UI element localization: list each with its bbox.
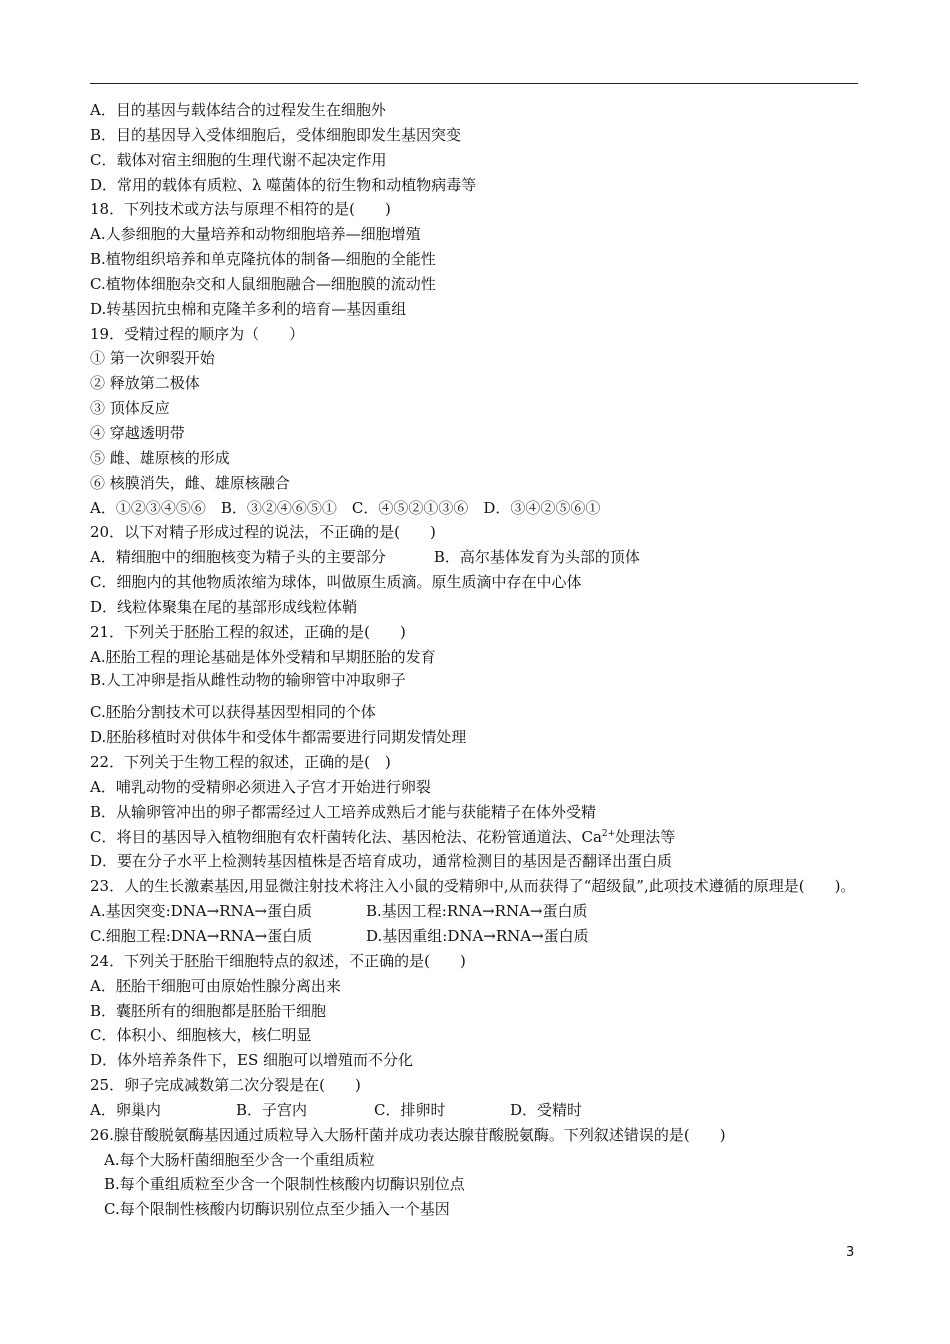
text-line: D．常用的载体有质粒、λ 噬菌体的衍生物和动植物病毒等 — [90, 175, 477, 194]
option-a: A．精细胞中的细胞核变为精子头的主要部分 — [90, 548, 386, 567]
option-b: B．子宫内 — [236, 1100, 308, 1119]
question-20: 20．以下对精子形成过程的说法，不正确的是( ) — [90, 523, 436, 542]
text-line: A.人参细胞的大量培养和动物细胞培养—细胞增殖 — [90, 225, 421, 244]
text-line: A．胚胎干细胞可由原始性腺分离出来 — [90, 976, 341, 995]
document-body — [90, 98, 862, 1222]
text-line: B.植物组织培养和单克隆抗体的制备—细胞的全能性 — [90, 250, 436, 269]
text-line — [90, 825, 862, 850]
text-line: A．①②③④⑤⑥ B．③②④⑥⑤① C．④⑤②①③⑥ D．③④②⑤⑥① — [90, 498, 601, 517]
question-21: 21．下列关于胚胎工程的叙述，正确的是( ) — [90, 622, 406, 641]
text-line: D．体外培养条件下，ES 细胞可以增殖而不分化 — [90, 1051, 414, 1070]
text-line: A.胚胎工程的理论基础是体外受精和早期胚胎的发育 — [90, 647, 436, 666]
question-24: 24．下列关于胚胎干细胞特点的叙述，不正确的是( ) — [90, 951, 466, 970]
question-22: 22．下列关于生物工程的叙述，正确的是( ) — [90, 753, 391, 772]
text-line: ② 释放第二极体 — [90, 374, 200, 393]
question-18: 18．下列技术或方法与原理不相符的是( ) — [90, 200, 391, 219]
text-line: ③ 顶体反应 — [90, 399, 170, 418]
option-tail: 处理法等 — [615, 827, 676, 846]
text-line: A．目的基因与载体结合的过程发生在细胞外 — [90, 101, 386, 119]
option-d: D．受精时 — [510, 1100, 583, 1119]
text-line — [90, 545, 862, 570]
text-line: D．要在分子水平上检测转基因植株是否培育成功，通常检测目的基因是否翻译出蛋白质 — [90, 852, 673, 871]
text-line: C.植物体细胞杂交和人鼠细胞融合—细胞膜的流动性 — [90, 274, 436, 293]
text-line: D.转基因抗虫棉和克隆羊多利的培育—基因重组 — [90, 299, 407, 318]
text-line: A.每个大肠杆菌细胞至少含一个重组质粒 — [104, 1150, 375, 1169]
text-line: B．从输卵管冲出的卵子都需经过人工培养成熟后才能与获能精子在体外受精 — [90, 802, 597, 821]
text-line: C.胚胎分割技术可以获得基因型相同的个体 — [90, 703, 376, 722]
option-a: A．卵巢内 — [90, 1100, 161, 1119]
option-text: C．将目的基因导入植物细胞有农杆菌转化法、基因枪法、花粉管通道法、Ca — [90, 827, 602, 846]
page-number: 3 — [846, 1245, 855, 1260]
text-line: C．载体对宿主细胞的生理代谢不起决定作用 — [90, 150, 387, 169]
option-b: B.基因工程:RNA→RNA→蛋白质 — [366, 902, 588, 921]
option-c: C.细胞工程:DNA→RNA→蛋白质 — [90, 927, 313, 945]
question-19: 19．受精过程的顺序为（ ） — [90, 324, 305, 343]
text-line — [90, 924, 862, 949]
header-rule — [90, 83, 858, 84]
question-26: 26.腺苷酸脱氨酶基因通过质粒导入大肠杆菌并成功表达腺苷酸脱氨酶。下列叙述错误的是( ) — [90, 1125, 726, 1144]
text-line: ⑤ 雌、雄原核的形成 — [90, 448, 230, 467]
text-line: C．体积小、细胞核大，核仁明显 — [90, 1026, 312, 1045]
text-line: D．线粒体聚集在尾的基部形成线粒体鞘 — [90, 597, 358, 616]
text-line — [90, 1098, 862, 1123]
text-line: ① 第一次卵裂开始 — [90, 349, 215, 368]
text-line: ④ 穿越透明带 — [90, 423, 185, 442]
text-line: ⑥ 核膜消失，雌、雄原核融合 — [90, 473, 290, 492]
text-line: C．细胞内的其他物质浓缩为球体，叫做原生质滴。原生质滴中存在中心体 — [90, 573, 582, 592]
text-line: C.每个限制性核酸内切酶识别位点至少插入一个基因 — [104, 1200, 450, 1219]
question-23: 23．人的生长激素基因,用显微注射技术将注入小鼠的受精卵中,从而获得了“超级鼠”,此项技术遵循的原理是( )。 — [90, 877, 856, 896]
option-d: D.基因重组:DNA→RNA→蛋白质 — [366, 927, 589, 945]
superscript: 2+ — [601, 828, 616, 839]
text-line: B.人工冲卵是指从雌性动物的输卵管中冲取卵子 — [90, 671, 406, 690]
text-line: B.每个重组质粒至少含一个限制性核酸内切酶识别位点 — [104, 1175, 465, 1194]
text-line — [90, 899, 862, 924]
option-c: C．排卵时 — [374, 1100, 446, 1119]
question-25: 25．卵子完成减数第二次分裂是在( ) — [90, 1076, 361, 1095]
text-line: B．囊胚所有的细胞都是胚胎干细胞 — [90, 1001, 327, 1020]
text-line: A．哺乳动物的受精卵必须进入子宫才开始进行卵裂 — [90, 777, 431, 796]
text-line: D.胚胎移植时对供体牛和受体牛都需要进行同期发情处理 — [90, 728, 467, 747]
text-line: B．目的基因导入受体细胞后，受体细胞即发生基因突变 — [90, 125, 462, 144]
option-a: A.基因突变:DNA→RNA→蛋白质 — [90, 902, 313, 921]
option-b: B．高尔基体发育为头部的顶体 — [433, 548, 640, 567]
